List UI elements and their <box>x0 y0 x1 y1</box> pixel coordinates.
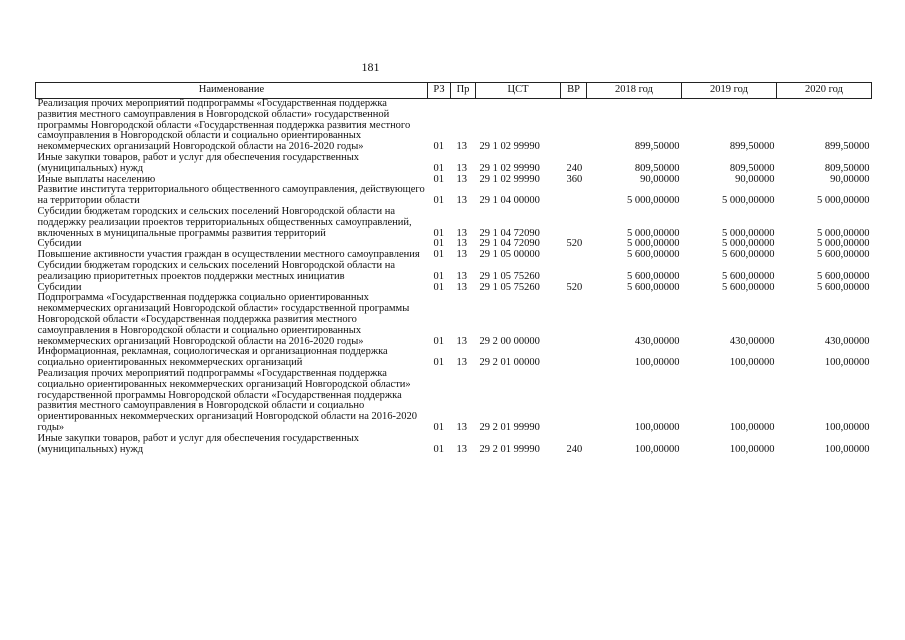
row-cst: 29 2 01 99990 <box>479 421 540 433</box>
row-vr <box>561 261 587 283</box>
row-cst: 29 2 01 99990 <box>479 443 540 455</box>
row-name: Иные выплаты населению <box>37 173 156 185</box>
row-vr <box>561 185 587 207</box>
row-name: Реализация прочих мероприятий подпрограммы «Государственная поддержка развития местного самоуправления в Новгородской области» государственной программы Новгородской области «Государственная поддержка развития местного самоуправления в Новгородской области и социально ориентированных некоммерческих организаций Новгородской области на 2016-2020 годы» <box>37 98 411 153</box>
row-rz: 01 <box>433 443 444 455</box>
row-value-2019: 5 600,00000 <box>722 270 775 282</box>
row-cst: 29 1 05 00000 <box>479 249 540 261</box>
row-rz: 01 <box>433 421 444 433</box>
row-value-2018: 5 600,00000 <box>627 281 680 293</box>
row-rz: 01 <box>433 238 444 250</box>
row-pr: 13 <box>456 141 467 153</box>
row-value-2020: 100,00000 <box>824 443 870 455</box>
row-value-2020: 430,00000 <box>824 335 870 347</box>
table-header-row <box>36 83 872 99</box>
row-value-2018: 90,00000 <box>640 173 680 185</box>
row-value-2019: 5 600,00000 <box>722 281 775 293</box>
row-vr: 520 <box>566 238 583 250</box>
row-value-2018: 100,00000 <box>634 357 680 369</box>
row-vr <box>561 250 587 261</box>
row-value-2018: 899,50000 <box>634 141 680 153</box>
column-header-2020: 2020 год <box>777 83 872 99</box>
row-pr: 13 <box>456 238 467 250</box>
row-pr: 13 <box>456 357 467 369</box>
row-name: Субсидии <box>37 238 82 250</box>
row-cst: 29 1 02 99990 <box>479 173 540 185</box>
row-name: Развитие института территориального общественного самоуправления, действующего на территории области <box>37 184 425 207</box>
row-rz: 01 <box>433 335 444 347</box>
row-cst: 29 1 04 72090 <box>479 238 540 250</box>
row-value-2018: 100,00000 <box>634 421 680 433</box>
row-value-2020: 90,00000 <box>830 173 870 185</box>
row-vr <box>561 369 587 434</box>
row-cst: 29 2 00 00000 <box>479 335 540 347</box>
row-vr: 240 <box>566 162 583 174</box>
row-vr: 520 <box>566 281 583 293</box>
row-value-2018: 430,00000 <box>634 335 680 347</box>
row-rz: 01 <box>433 162 444 174</box>
row-pr: 13 <box>456 249 467 261</box>
row-name: Субсидии <box>37 281 82 293</box>
table-row <box>36 347 872 369</box>
table-row <box>36 185 872 207</box>
row-value-2020: 100,00000 <box>824 421 870 433</box>
row-pr: 13 <box>456 281 467 293</box>
row-vr: 360 <box>566 173 583 185</box>
row-name: Информационная, рекламная, социологическая и организационная поддержка социально ориентированных некоммерческих организаций <box>37 346 388 369</box>
row-vr <box>561 99 587 153</box>
row-value-2019: 5 000,00000 <box>722 195 775 207</box>
row-value-2018: 5 000,00000 <box>627 238 680 250</box>
budget-table <box>35 82 872 455</box>
row-value-2018: 100,00000 <box>634 443 680 455</box>
row-pr: 13 <box>456 227 467 239</box>
row-value-2019: 5 000,00000 <box>722 238 775 250</box>
row-value-2018: 5 600,00000 <box>627 270 680 282</box>
column-header-name: Наименование <box>36 83 428 99</box>
row-value-2020: 5 000,00000 <box>817 238 870 250</box>
row-name: Субсидии бюджетам городских и сельских поселений Новгородской области на реализацию приоритетных проектов поддержки местных инициатив <box>37 259 395 282</box>
row-rz: 01 <box>433 270 444 282</box>
row-value-2019: 899,50000 <box>729 141 775 153</box>
row-value-2020: 5 600,00000 <box>817 281 870 293</box>
row-cst: 29 1 02 99990 <box>479 141 540 153</box>
row-cst: 29 1 05 75260 <box>479 270 540 282</box>
row-vr: 240 <box>566 443 583 455</box>
table-row <box>36 261 872 283</box>
row-rz: 01 <box>433 227 444 239</box>
table-row <box>36 153 872 175</box>
row-value-2019: 5 600,00000 <box>722 249 775 261</box>
column-header-2019: 2019 год <box>682 83 777 99</box>
row-value-2020: 809,50000 <box>824 162 870 174</box>
row-value-2019: 100,00000 <box>729 443 775 455</box>
column-header-cst: ЦСТ <box>476 83 561 99</box>
row-value-2019: 100,00000 <box>729 357 775 369</box>
row-name: Повышение активности участия граждан в осуществлении местного самоуправления <box>37 249 420 261</box>
row-rz: 01 <box>433 173 444 185</box>
row-rz: 01 <box>433 141 444 153</box>
table-row <box>36 99 872 153</box>
row-value-2019: 430,00000 <box>729 335 775 347</box>
row-value-2018: 5 000,00000 <box>627 195 680 207</box>
row-cst: 29 1 04 72090 <box>479 227 540 239</box>
table-row <box>36 369 872 434</box>
row-cst: 29 1 05 75260 <box>479 281 540 293</box>
table-row <box>36 434 872 456</box>
row-value-2020: 100,00000 <box>824 357 870 369</box>
table-row <box>36 293 872 347</box>
row-pr: 13 <box>456 443 467 455</box>
row-vr <box>561 293 587 347</box>
row-rz: 01 <box>433 249 444 261</box>
row-value-2018: 5 600,00000 <box>627 249 680 261</box>
row-vr <box>561 207 587 239</box>
row-pr: 13 <box>456 195 467 207</box>
row-value-2019: 100,00000 <box>729 421 775 433</box>
column-header-rz: РЗ <box>428 83 451 99</box>
column-header-2018: 2018 год <box>587 83 682 99</box>
row-value-2019: 90,00000 <box>735 173 775 185</box>
row-value-2019: 5 000,00000 <box>722 227 775 239</box>
row-value-2018: 5 000,00000 <box>627 227 680 239</box>
row-name: Иные закупки товаров, работ и услуг для обеспечения государственных (муниципальных) нужд <box>37 432 360 455</box>
row-cst: 29 2 01 00000 <box>479 357 540 369</box>
row-rz: 01 <box>433 195 444 207</box>
row-pr: 13 <box>456 173 467 185</box>
column-header-vr: ВР <box>561 83 587 99</box>
row-value-2020: 899,50000 <box>824 141 870 153</box>
row-name: Субсидии бюджетам городских и сельских поселений Новгородской области на поддержку реализации проектов территориальных общественных самоуправлений, включенных в муниципальные программы развития территорий <box>37 205 412 239</box>
row-value-2020: 5 000,00000 <box>817 227 870 239</box>
row-name: Подпрограмма «Государственная поддержка социально ориентированных некоммерческих организаций Новгородской области» государственной программы Новгородской области «Государственная поддержка развития местного самоуправления в Новгородской области и социально ориентированных некоммерческих организаций Новгородской области на 2016-2020 годы» <box>37 292 410 347</box>
row-name: Реализация прочих мероприятий подпрограммы «Государственная поддержка социально ориентированных некоммерческих организаций Новгородской области» государственной программы Новгородской области «Государственная поддержка развития местного самоуправления в Новгородской области и социально ориентированных некоммерческих организаций Новгородской области на 2016-2020 годы» <box>37 367 418 433</box>
row-rz: 01 <box>433 357 444 369</box>
row-vr <box>561 347 587 369</box>
row-value-2020: 5 600,00000 <box>817 270 870 282</box>
row-pr: 13 <box>456 335 467 347</box>
row-pr: 13 <box>456 162 467 174</box>
row-pr: 13 <box>456 270 467 282</box>
page-number: 181 <box>361 60 380 74</box>
row-rz: 01 <box>433 281 444 293</box>
row-value-2020: 5 600,00000 <box>817 249 870 261</box>
row-value-2018: 809,50000 <box>634 162 680 174</box>
row-cst: 29 1 02 99990 <box>479 162 540 174</box>
row-cst: 29 1 04 00000 <box>479 195 540 207</box>
row-pr: 13 <box>456 421 467 433</box>
table-row <box>36 207 872 239</box>
column-header-pr: Пр <box>451 83 476 99</box>
row-name: Иные закупки товаров, работ и услуг для обеспечения государственных (муниципальных) нужд <box>37 151 360 174</box>
row-value-2020: 5 000,00000 <box>817 195 870 207</box>
table-body <box>36 99 872 456</box>
row-value-2019: 809,50000 <box>729 162 775 174</box>
